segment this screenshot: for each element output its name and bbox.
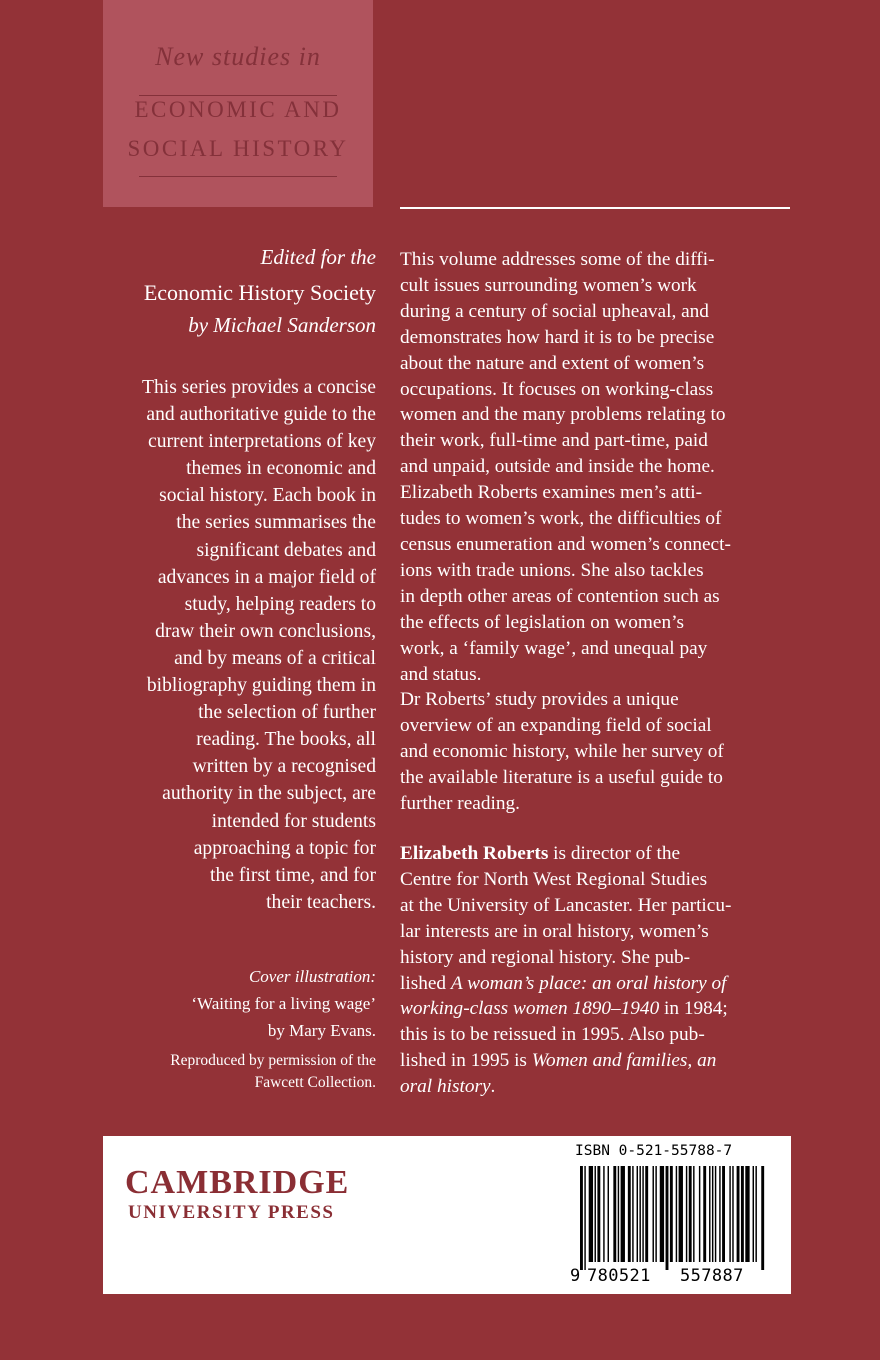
barcode-bar — [642, 1166, 643, 1262]
barcode-bar — [584, 1166, 585, 1270]
barcode-bar — [666, 1166, 669, 1270]
publisher-logo-subtitle: UNIVERSITY PRESS — [128, 1202, 335, 1223]
isbn-barcode — [568, 1166, 773, 1286]
author-bio-end: . — [490, 1076, 496, 1098]
barcode-bar — [676, 1166, 677, 1262]
cover-illustration-label: Cover illustration: — [248, 967, 376, 986]
publisher-box — [103, 1136, 791, 1294]
blurb-paragraph-2: Dr Roberts’ study provides a unique overview of an expanding field of social and economic history, while her survey of the available literature is a useful guide to further reading. — [400, 689, 724, 814]
barcode-bar — [689, 1166, 692, 1262]
series-title-line1: ECONOMIC AND — [134, 97, 342, 122]
cover-illustration-artist: by Mary Evans. — [267, 1021, 376, 1040]
barcode-bar — [686, 1166, 687, 1262]
barcode-bar — [709, 1166, 710, 1262]
barcode-bar — [660, 1166, 664, 1262]
publisher-logo-name: CAMBRIDGE — [125, 1164, 350, 1201]
barcode-bar — [597, 1166, 600, 1262]
barcode-bar — [745, 1166, 749, 1262]
barcode-bar — [719, 1166, 720, 1262]
barcode-bar — [595, 1166, 596, 1262]
series-title-line2: SOCIAL HISTORY — [127, 136, 349, 161]
barcode-bar — [741, 1166, 744, 1262]
barcode-bar — [653, 1166, 654, 1262]
blurb-paragraph-1: This volume addresses some of the diffi- cult issues surrounding women’s work during a century of social upheaval, and demonstrates how hard it is to be precise about the nature and extent of women’s occupations. It focuses on working-class women and the many problems relating to their work, full-time and part-time, paid and unpaid, outside and inside the home. Elizabeth Roberts examines men’s atti- tudes to women’s work, the difficulties of census enumeration and women’s connect- ions with trade unions. She also tackles in depth other areas of contention such as the effects of legislation on women’s work, a ‘family wage’, and unequal pay and status. — [400, 249, 731, 685]
barcode-bar — [618, 1166, 619, 1262]
barcode-bar — [712, 1166, 713, 1262]
top-rule — [400, 207, 790, 209]
barcode-bar — [608, 1166, 609, 1262]
barcode-bar — [737, 1166, 740, 1262]
author-bio-text-2: in 1984; this is to be reissued in 1995. Also pub- lished in 1995 is — [400, 998, 728, 1072]
barcode-bar — [637, 1166, 638, 1262]
barcode-bar — [715, 1166, 716, 1262]
editor-name: by Michael Sanderson — [188, 313, 376, 337]
isbn-label: ISBN 0-521-55788-7 — [575, 1143, 733, 1159]
barcode-right-group: 557887 — [680, 1266, 744, 1286]
barcode-bar — [732, 1166, 733, 1262]
barcode-bar — [628, 1166, 631, 1262]
barcode-bar — [679, 1166, 683, 1262]
author-bio-text-1: is director of the Centre for North West Regional Studies at the University of Lancaster. Her particu- lar interests are in oral history, women’s history and regional history. She pub- lished — [400, 843, 732, 994]
barcode-bar — [589, 1166, 593, 1262]
barcode-bar — [613, 1166, 616, 1262]
book-title-1: A woman’s place: an oral history of working-class women 1890–1940 — [400, 972, 727, 1020]
series-intro: New studies in — [155, 42, 321, 71]
barcode-first-digit: 9 — [570, 1266, 581, 1286]
barcode-bar — [670, 1166, 673, 1262]
barcode-bar — [655, 1166, 656, 1262]
author-name: Elizabeth Roberts — [400, 843, 549, 864]
barcode-bar — [729, 1166, 730, 1262]
barcode-bar — [621, 1166, 625, 1262]
barcode-bar — [580, 1166, 583, 1270]
book-title-2: Women and families, an oral history — [400, 1050, 717, 1098]
barcode-left-group: 780521 — [587, 1266, 651, 1286]
barcode-bar — [703, 1166, 706, 1262]
cover-credit: Reproduced by permission of the Fawcett Collection. — [170, 1052, 376, 1091]
barcode-bar — [693, 1166, 694, 1262]
barcode-bar — [699, 1166, 700, 1262]
barcode-bar — [639, 1166, 640, 1262]
author-bio — [400, 841, 792, 1100]
barcode-bar — [603, 1166, 604, 1262]
series-rule-top — [139, 95, 337, 96]
barcode-bar — [645, 1166, 648, 1262]
barcode-bar — [632, 1166, 633, 1262]
barcode-bar — [761, 1166, 764, 1270]
edited-for-label: Edited for the — [260, 245, 376, 269]
barcode-bar — [753, 1166, 754, 1262]
cover-illustration-title: ‘Waiting for a living wage’ — [191, 994, 376, 1013]
barcode-bar — [755, 1166, 756, 1262]
series-box — [103, 0, 373, 207]
barcode-bar — [722, 1166, 725, 1262]
society-name: Economic History Society — [143, 280, 376, 305]
series-description: This series provides a concise and authoritative guide to the current interpretations of key themes in economic and social history. Each book in the series summarises the significant debates and advances in a major field of study, helping readers to draw their own conclusions, and by means of a critical bibliography guiding them in the selection of further reading. The books, all written by a recognised authority in the subject, are intended for students approaching a topic for the first time, and for their teachers. — [142, 377, 376, 913]
series-rule-bottom — [139, 176, 337, 177]
